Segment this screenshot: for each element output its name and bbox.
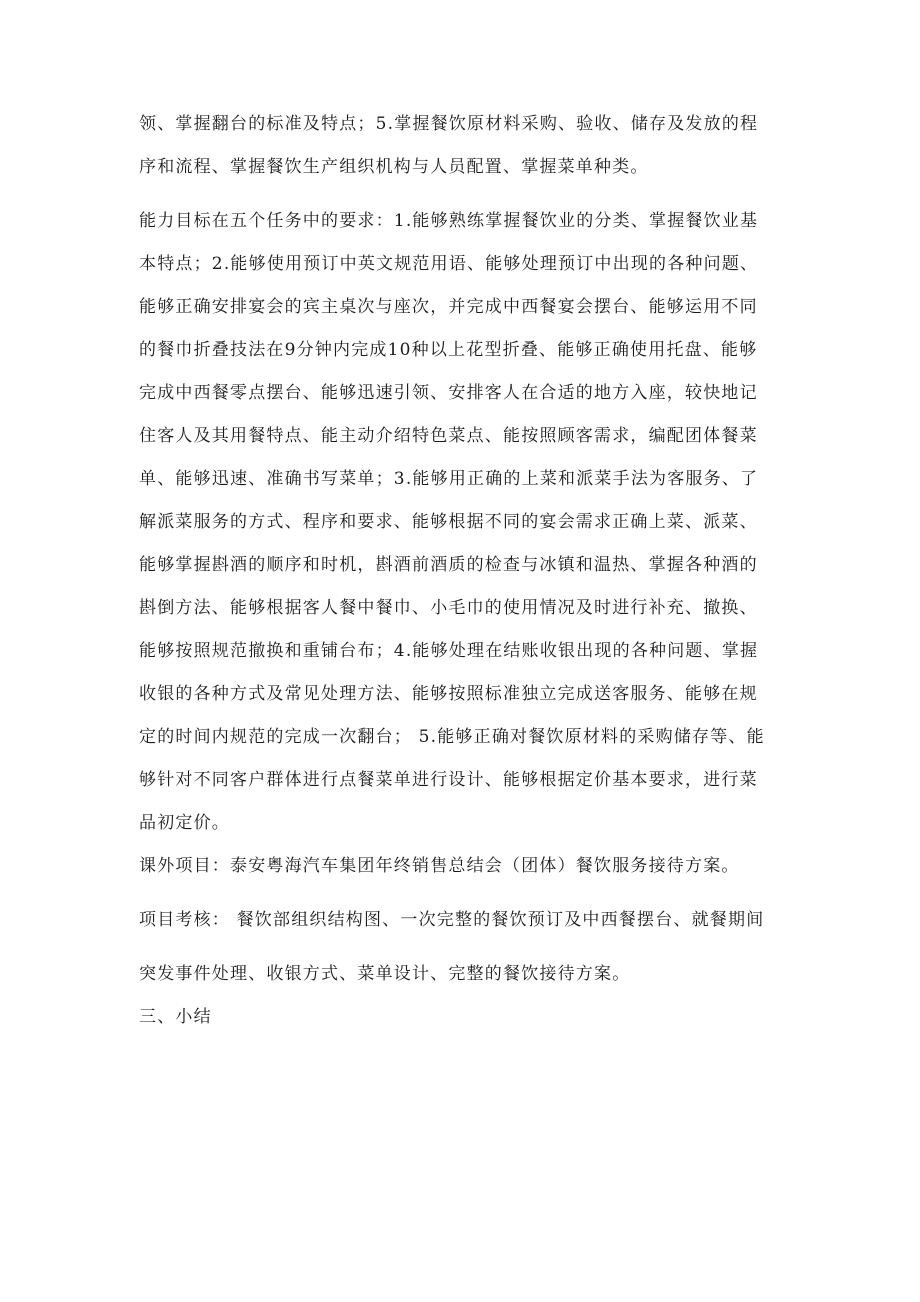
text-line: 定的时间内规范的完成一次翻台； 5.能够正确对餐饮原材料的采购储存等、能 [139, 727, 765, 747]
section-heading: 三、小结 [139, 1007, 212, 1027]
text-line: 收银的各种方式及常见处理方法、能够按照标准独立完成送客服务、能够在规 [139, 684, 758, 704]
text-line: 斟倒方法、能够根据客人餐中餐巾、小毛巾的使用情况及时进行补充、撤换、 [139, 598, 758, 618]
text-line: 能够正确安排宴会的宾主桌次与座次，并完成中西餐宴会摆台、能够运用不同 [139, 297, 758, 317]
text-line: 品初定价。 [139, 813, 230, 833]
text-line: 能够掌握斟酒的顺序和时机，斟酒前酒质的检查与冰镇和温热、掌握各种酒的 [139, 555, 758, 575]
text-line: 能够按照规范撤换和重铺台布；4.能够处理在结账收银出现的各种问题、掌握 [139, 641, 759, 661]
text-line: 解派菜服务的方式、程序和要求、能够根据不同的宴会需求正确上菜、派菜、 [139, 512, 758, 532]
text-line: 能力目标在五个任务中的要求：1.能够熟练掌握餐饮业的分类、掌握餐饮业基 [139, 211, 759, 231]
text-line: 项目考核： 餐饮部组织结构图、一次完整的餐饮预订及中西餐摆台、就餐期间 [139, 910, 765, 930]
text-line: 单、能够迅速、准确书写菜单；3.能够用正确的上菜和派菜手法为客服务、了 [139, 469, 759, 489]
text-line: 本特点；2.能够使用预订中英文规范用语、能够处理预订中出现的各种问题、 [139, 254, 759, 274]
text-line: 完成中西餐零点摆台、能够迅速引领、安排客人在合适的地方入座，较快地记 [139, 383, 758, 403]
text-line: 够针对不同客户群体进行点餐菜单进行设计、能够根据定价基本要求，进行菜 [139, 770, 758, 790]
text-line: 住客人及其用餐特点、能主动介绍特色菜点、能按照顾客需求，编配团体餐菜 [139, 426, 758, 446]
text-line: 突发事件处理、收银方式、菜单设计、完整的餐饮接待方案。 [139, 964, 631, 984]
text-line: 序和流程、掌握餐饮生产组织机构与人员配置、掌握菜单种类。 [139, 157, 649, 177]
text-line: 课外项目：泰安粤海汽车集团年终销售总结会（团体）餐饮服务接待方案。 [139, 856, 740, 876]
text-line: 领、掌握翻台的标准及特点；5.掌握餐饮原材料采购、验收、储存及发放的程 [139, 114, 759, 134]
text-line: 的餐巾折叠技法在9分钟内完成10种以上花型折叠、能够正确使用托盘、能够 [139, 340, 758, 360]
